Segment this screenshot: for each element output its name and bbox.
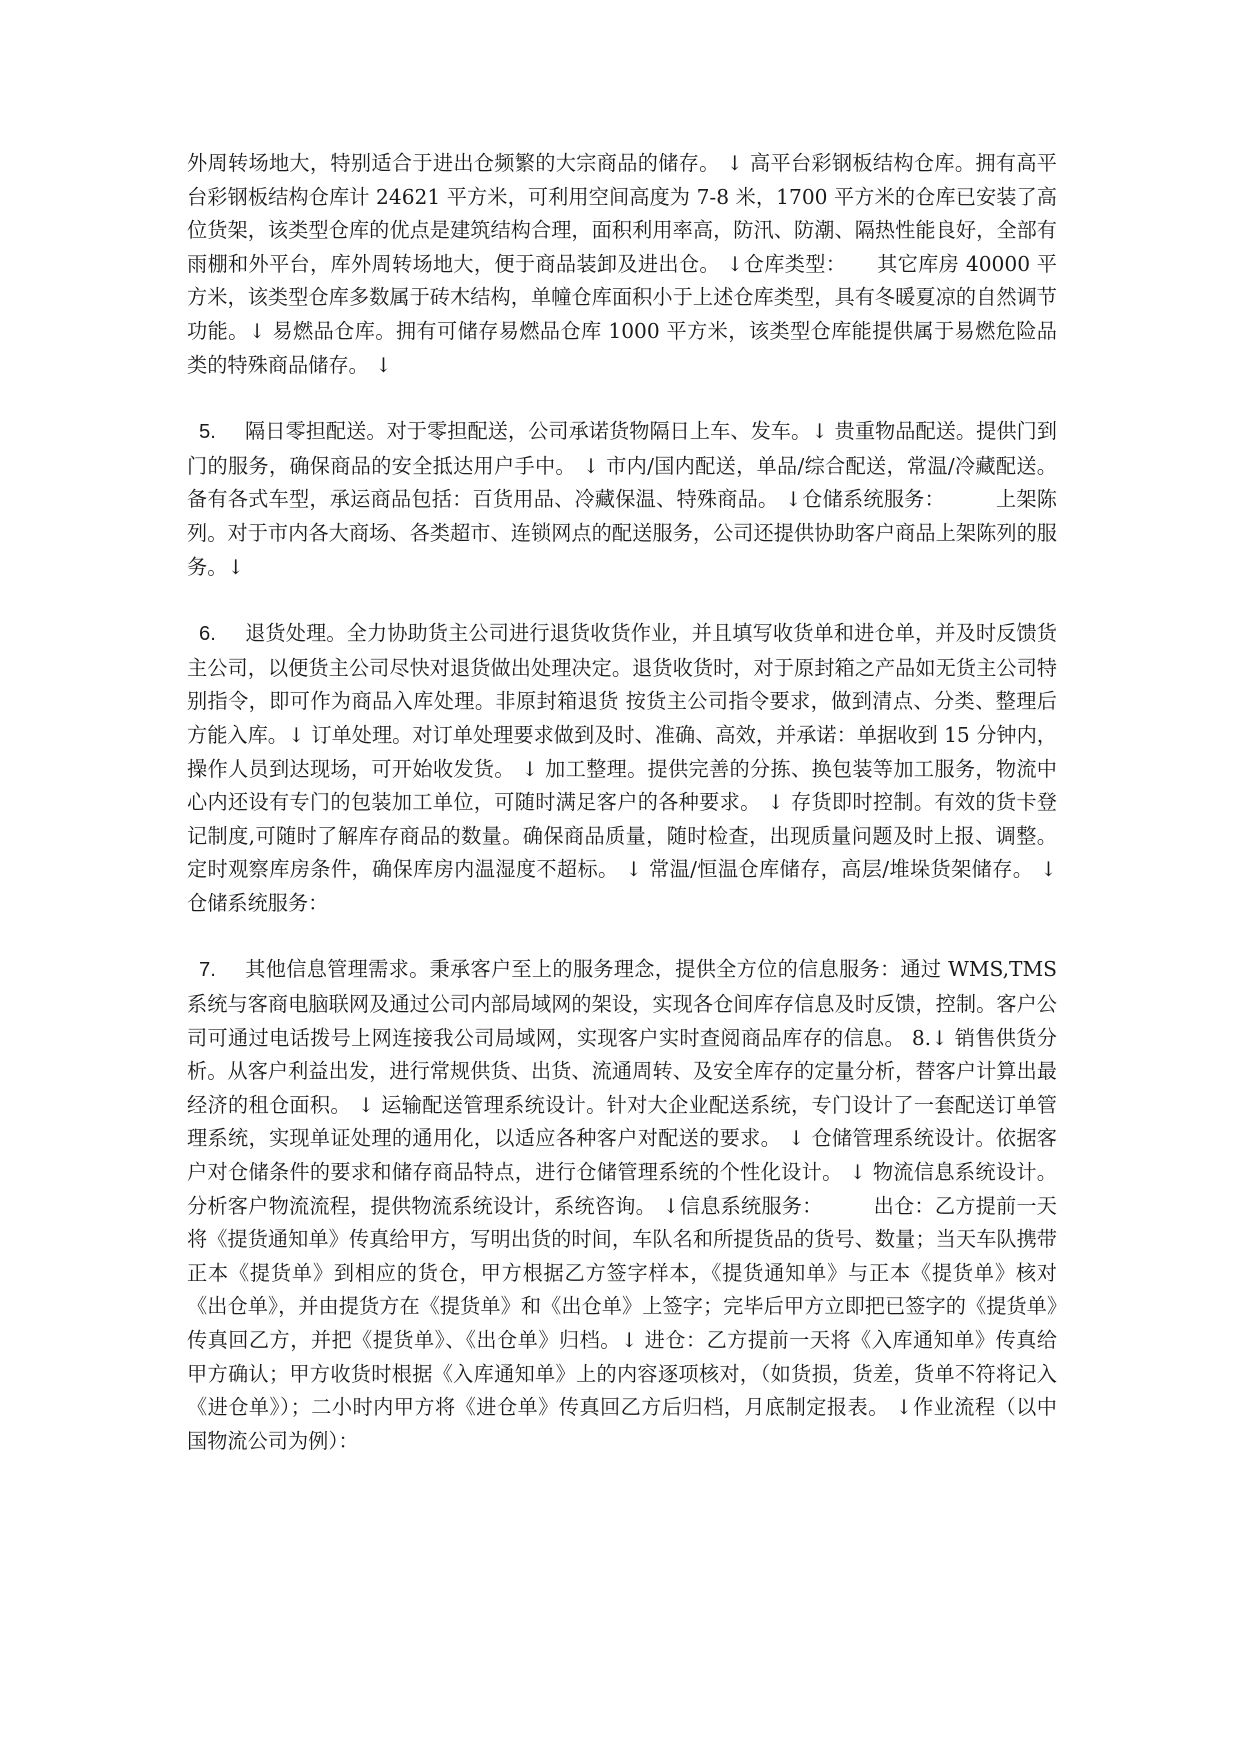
paragraph-text: 其他信息管理需求。秉承客户至上的服务理念，提供全方位的信息服务：通过 WMS,TMS 系统与客商电脑联网及通过公司内部局域网的架设，实现各仓间库存信息及时反馈，控制。客户公司可通过电话拨号上网连接我公司局域网，实现客户实时查阅商品库存的信息。 8.↓ 销售供货分析。从客户利益出发，进行常规供货、出货、流通周转、及安全库存的定量分析，替客户计算出最经济的租仓面积。 ↓ 运输配送管理系统设计。针对大企业配送系统，专门设计了一套配送订单管理系统，实现单证处理的通用化，以适应各种客户对配送的要求。 ↓ 仓储管理系统设计。依据客户对仓储条件的要求和储存商品特点，进行仓储管理系统的个性化设计。 ↓ 物流信息系统设计。分析客户物流流程，提供物流系统设计，系统咨询。 ↓信息系统服务： 出仓：乙方提前一天将《提货通知单》传真给甲方，写明出货的时间，车队名和所提货品的货号、数量；当天车队携带正本《提货单》到相应的货仓，甲方根据乙方签字样本，《提货通知单》与正本《提货单》核对《出仓单》，并由提货方在《提货单》和《出仓单》上签字；完毕后甲方立即把已签字的《提货单》传真回乙方，并把《提货单》、《出仓单》归档。↓ 进仓：乙方提前一天将《入库通知单》传真给甲方确认；甲方收货时根据《入库通知单》上的内容逐项核对，（如货损，货差，货单不符将记入《进仓单》）；二小时内甲方将《进仓单》传真回乙方后归档，月底制定报表。 ↓作业流程（以中国物流公司为例）： [187, 957, 1057, 1453]
paragraph-number: 5. [199, 421, 216, 444]
paragraph-item-5 [187, 415, 1057, 584]
paragraph-item-7 [187, 953, 1057, 1458]
paragraph-number: 6. [199, 623, 216, 646]
paragraph-number: 7. [199, 959, 216, 982]
paragraph-text: 退货处理。全力协助货主公司进行退货收货作业，并且填写收货单和进仓单，并及时反馈货主公司，以便货主公司尽快对退货做出处理决定。退货收货时，对于原封箱之产品如无货主公司特别指令，即可作为商品入库处理。非原封箱退货 按货主公司指令要求，做到清点、分类、整理后方能入库。↓ 订单处理。对订单处理要求做到及时、准确、高效，并承诺：单据收到 15 分钟内，操作人员到达现场，可开始收发货。 ↓ 加工整理。提供完善的分拣、换包装等加工服务，物流中心内还设有专门的包装加工单位，可随时满足客户的各种要求。 ↓ 存货即时控制。有效的货卡登记制度,可随时了解库存商品的数量。确保商品质量，随时检查，出现质量问题及时上报、调整。定时观察库房条件，确保库房内温湿度不超标。 ↓ 常温/恒温仓库储存，高层/堆垛货架储存。 ↓仓储系统服务： [187, 621, 1057, 915]
paragraph-text: 外周转场地大，特别适合于进出仓频繁的大宗商品的储存。 ↓ 高平台彩钢板结构仓库。拥有高平台彩钢板结构仓库计 24621 平方米，可利用空间高度为 7-8 米，1700 平方米的仓库已安装了高位货架，该类型仓库的优点是建筑结构合理，面积利用率高，防汛、防潮、隔热性能良好，全部有雨棚和外平台，库外周转场地大，便于商品装卸及进出仓。 ↓仓库类型： 其它库房 40000 平方米，该类型仓库多数属于砖木结构，单幢仓库面积小于上述仓库类型，具有冬暖夏凉的自然调节功能。↓ 易燃品仓库。拥有可储存易燃品仓库 1000 平方米，该类型仓库能提供属于易燃危险品类的特殊商品储存。 ↓ [187, 151, 1057, 377]
paragraph-item-6 [187, 617, 1057, 920]
paragraph-text: 隔日零担配送。对于零担配送，公司承诺货物隔日上车、发车。↓ 贵重物品配送。提供门到门的服务，确保商品的安全抵达用户手中。 ↓ 市内/国内配送，单品/综合配送，常温/冷藏配送。备有各式车型，承运商品包括：百货用品、冷藏保温、特殊商品。 ↓仓储系统服务： 上架陈列。对于市内各大商场、各类超市、连锁网点的配送服务，公司还提供协助客户商品上架陈列的服务。↓ [187, 419, 1057, 579]
paragraph-continuation [187, 147, 1057, 382]
document-body [187, 147, 1057, 1458]
